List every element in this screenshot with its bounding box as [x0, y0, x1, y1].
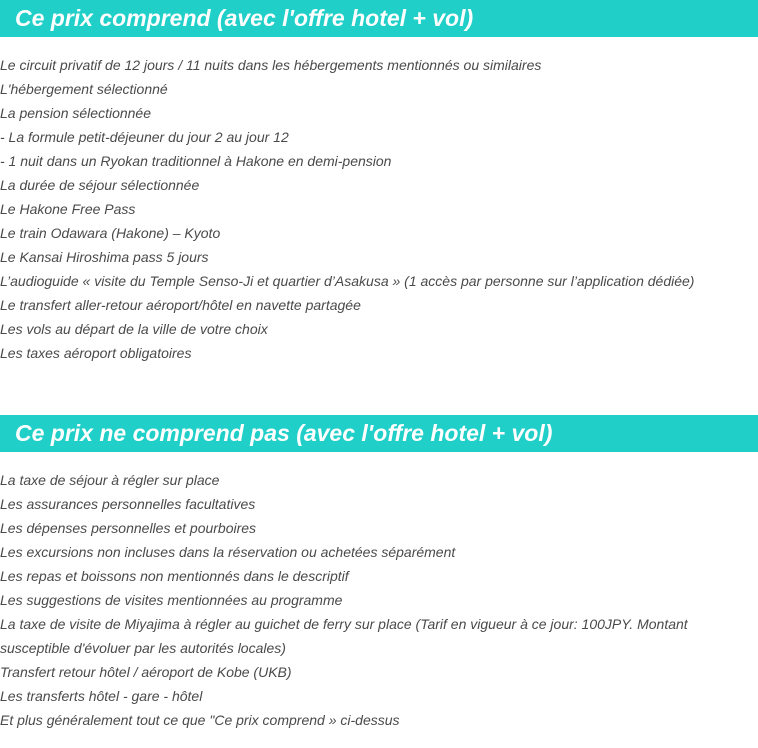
includes-title: Ce prix comprend (avec l'offre hotel + vol) [15, 5, 474, 31]
excludes-item: Les transferts hôtel - gare - hôtel [0, 688, 203, 704]
includes-item: Le train Odawara (Hakone) – Kyoto [0, 225, 221, 241]
excludes-list [0, 468, 740, 732]
includes-item: Le Hakone Free Pass [0, 201, 136, 217]
excludes-item: Les repas et boissons non mentionnés dans le descriptif [0, 568, 349, 584]
excludes-title: Ce prix ne comprend pas (avec l'offre hotel + vol) [15, 420, 553, 446]
includes-item: - 1 nuit dans un Ryokan traditionnel à Hakone en demi-pension [0, 153, 392, 169]
excludes-item: Transfert retour hôtel / aéroport de Kobe (UKB) [0, 664, 292, 680]
includes-item: - La formule petit-déjeuner du jour 2 au jour 12 [0, 129, 289, 145]
includes-item: La durée de séjour sélectionnée [0, 177, 200, 193]
includes-item: L’audioguide « visite du Temple Senso-Ji et quartier d’Asakusa » (1 accès par personne sur l’application dédiée) [0, 273, 695, 289]
excludes-item: La taxe de séjour à régler sur place [0, 472, 220, 488]
excludes-header [0, 415, 758, 452]
includes-header [0, 0, 758, 37]
includes-item: Le circuit privatif de 12 jours / 11 nuits dans les hébergements mentionnés ou similaires [0, 57, 542, 73]
includes-item: Les taxes aéroport obligatoires [0, 345, 192, 361]
excludes-item: La taxe de visite de Miyajima à régler au guichet de ferry sur place (Tarif en vigueur à ce jour: 100JPY. Montant susceptible d'évoluer par les autorités locales) [0, 616, 688, 656]
includes-item: Le Kansai Hiroshima pass 5 jours [0, 249, 209, 265]
excludes-item: Les suggestions de visites mentionnées au programme [0, 592, 343, 608]
includes-item: L'hébergement sélectionné [0, 81, 168, 97]
includes-item: La pension sélectionnée [0, 105, 152, 121]
includes-list [0, 53, 740, 365]
excludes-item: Et plus généralement tout ce que "Ce prix comprend » ci-dessus [0, 712, 400, 728]
includes-item: Les vols au départ de la ville de votre choix [0, 321, 268, 337]
includes-item: Le transfert aller-retour aéroport/hôtel en navette partagée [0, 297, 361, 313]
excludes-item: Les dépenses personnelles et pourboires [0, 520, 257, 536]
excludes-item: Les assurances personnelles facultatives [0, 496, 256, 512]
excludes-item: Les excursions non incluses dans la réservation ou achetées séparément [0, 544, 456, 560]
